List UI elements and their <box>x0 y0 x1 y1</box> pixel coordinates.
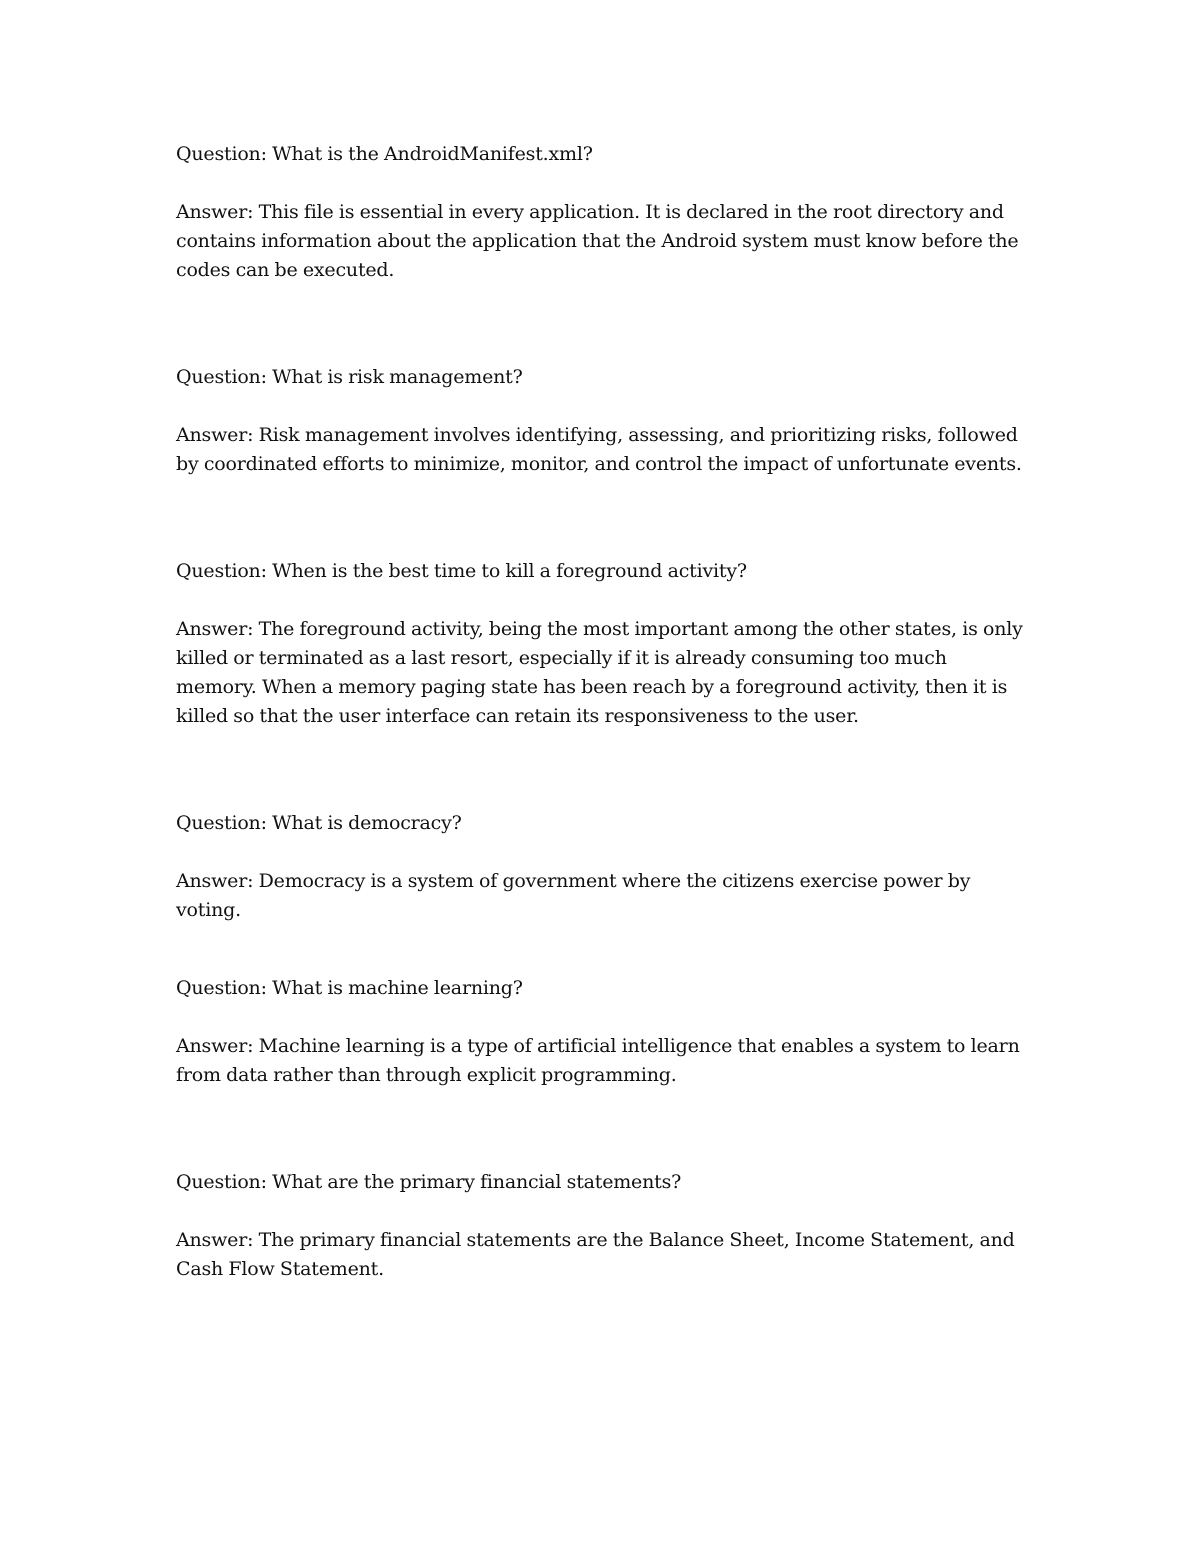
question-text: Question: When is the best time to kill a foreground activity? <box>176 560 747 582</box>
question-text: Question: What is risk management? <box>176 366 523 388</box>
answer-text: Answer: This file is essential in every application. It is declared in the root directory and contains information about the application that the Android system must know before the codes can be executed. <box>176 201 1019 281</box>
question-text: Question: What is democracy? <box>176 812 462 834</box>
answer-text: Answer: Democracy is a system of government where the citizens exercise power by voting. <box>176 870 971 921</box>
qa-block-machine-learning <box>176 974 1026 1090</box>
qa-block-risk-management <box>176 363 1026 479</box>
qa-block-foreground-activity <box>176 557 1026 731</box>
qa-block-android-manifest <box>176 140 1026 285</box>
answer-text: Answer: Risk management involves identifying, assessing, and prioritizing risks, followed by coordinated efforts to minimize, monitor, and control the impact of unfortunate events. <box>176 424 1022 475</box>
qa-block-democracy <box>176 809 1026 925</box>
answer-text: Answer: The primary financial statements are the Balance Sheet, Income Statement, and Cash Flow Statement. <box>176 1229 1015 1280</box>
qa-block-financial-statements <box>176 1168 1026 1284</box>
question-text: Question: What are the primary financial statements? <box>176 1171 682 1193</box>
question-text: Question: What is the AndroidManifest.xml? <box>176 143 593 165</box>
question-text: Question: What is machine learning? <box>176 977 523 999</box>
answer-text: Answer: The foreground activity, being the most important among the other states, is only killed or terminated as a last resort, especially if it is already consuming too much memory. When a memory paging state has been reach by a foreground activity, then it is killed so that the user interface can retain its responsiveness to the user. <box>176 618 1023 727</box>
answer-text: Answer: Machine learning is a type of artificial intelligence that enables a system to learn from data rather than through explicit programming. <box>176 1035 1020 1086</box>
